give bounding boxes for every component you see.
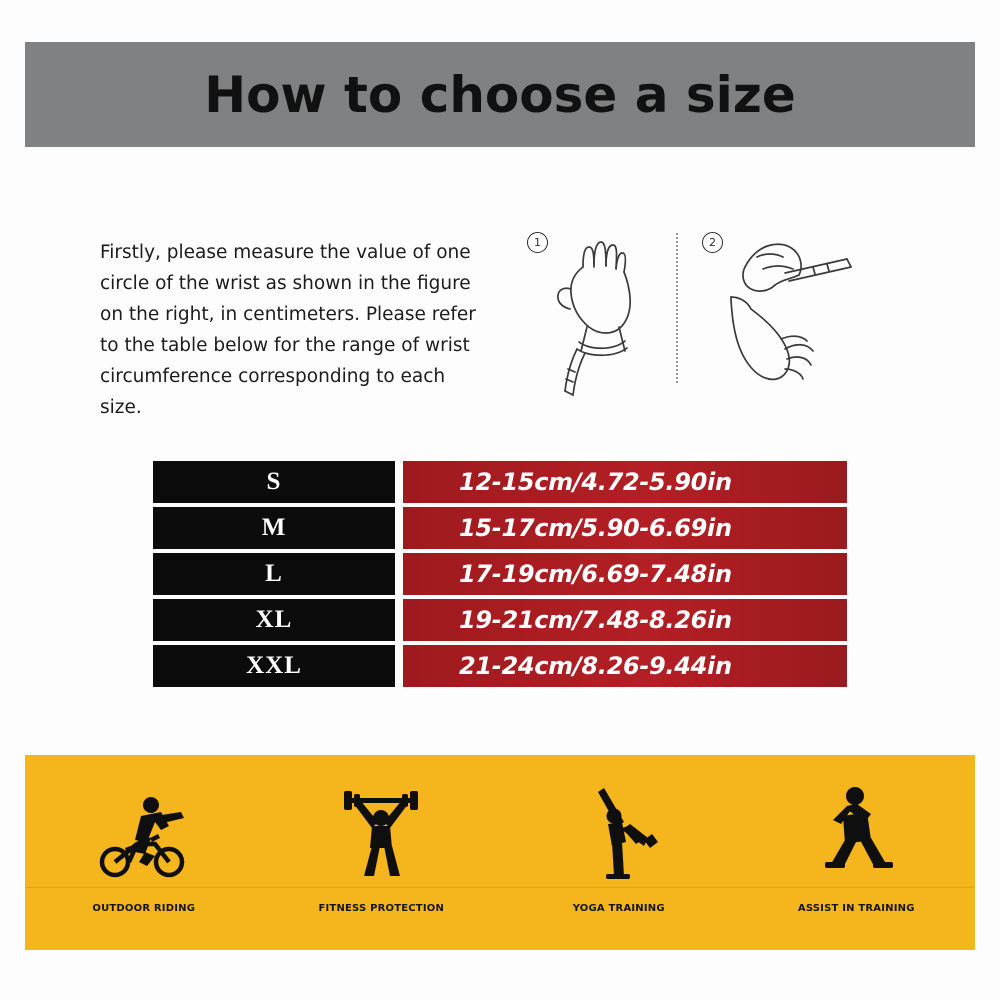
table-cell-size: XL [153,599,395,641]
use-case-label: OUTDOOR RIDING [92,903,196,914]
intro-paragraph: Firstly, please measure the value of one circle of the wrist as shown in the figure on the right, in centimeters. Please refer to the table below for the range of wrist circumference corresponding to each size. [100,242,476,418]
yoga-pose-icon [500,777,738,882]
table-cell-size: XXL [153,645,395,687]
measurement-illustration [505,215,885,405]
table-cell-size: M [153,507,395,549]
table-row [153,461,847,503]
header-banner [25,42,975,147]
step-2-badge: 2 [702,232,723,253]
size-table [153,461,847,691]
use-case-label: FITNESS PROTECTION [318,903,445,914]
table-row [153,645,847,687]
table-cell-range: 15-17cm/5.90-6.69in [403,507,847,549]
weightlifter-icon [263,777,501,882]
cyclist-icon [25,777,263,882]
table-cell-range: 17-19cm/6.69-7.48in [403,553,847,595]
hand-measuring-wrist-icon [685,223,875,408]
table-row [153,553,847,595]
stretching-person-icon [738,777,976,882]
table-row [153,599,847,641]
step-1-badge: 1 [527,232,548,253]
illustration-divider [676,233,678,383]
use-case-item [738,755,976,950]
hand-with-measuring-tape-icon [513,223,673,408]
stretching-person-glyph [801,782,911,882]
weightlifter-glyph [326,782,436,882]
table-cell-size: S [153,461,395,503]
use-case-item [500,755,738,950]
use-cases-banner [25,755,975,950]
use-case-label: ASSIST IN TRAINING [797,903,915,914]
table-cell-range: 12-15cm/4.72-5.90in [403,461,847,503]
use-case-item [263,755,501,950]
page-title: How to choose a size [204,65,796,124]
yoga-pose-glyph [564,782,674,882]
table-cell-range: 21-24cm/8.26-9.44in [403,645,847,687]
table-cell-size: L [153,553,395,595]
use-case-label: YOGA TRAINING [572,903,665,914]
cyclist-glyph [89,796,199,882]
table-row [153,507,847,549]
use-case-item [25,755,263,950]
table-cell-range: 19-21cm/7.48-8.26in [403,599,847,641]
